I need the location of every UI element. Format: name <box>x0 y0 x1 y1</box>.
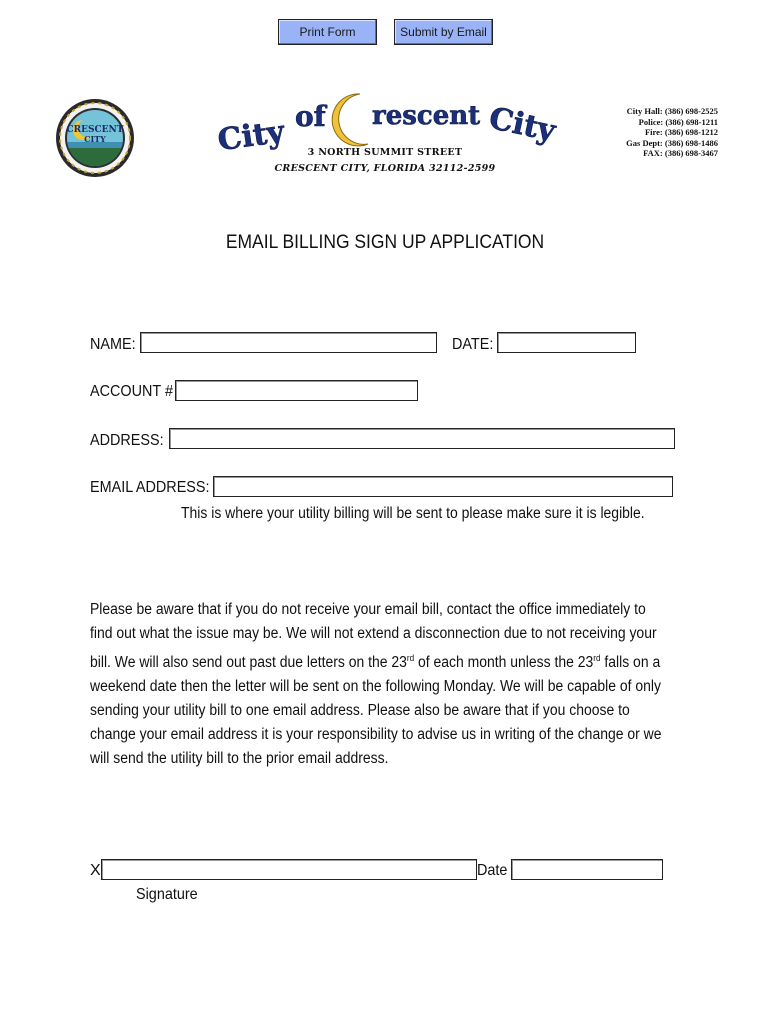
date-label: DATE: <box>452 336 494 353</box>
superscript-rd-1: rd <box>406 653 415 663</box>
email-field[interactable] <box>213 476 673 497</box>
svg-text:of: of <box>295 100 326 133</box>
svg-text:City: City <box>485 100 559 150</box>
notice-paragraph <box>90 598 666 771</box>
address-label: ADDRESS: <box>90 432 164 449</box>
signature-field[interactable] <box>101 859 477 880</box>
phone-police: Police: (386) 698-1211 <box>638 116 718 127</box>
paragraph-text-1: Please be aware that if you do not receive your email bill, contact the office immediately to find out what the issue may be. We will not extend a disconnection due to not receiving your bill. We will also send out past due letters on the 23 <box>90 601 657 672</box>
account-label: ACCOUNT # <box>90 383 173 400</box>
name-field[interactable] <box>140 332 437 353</box>
signature-label: Signature <box>136 886 198 903</box>
phone-fax: FAX: (386) 698-3467 <box>643 148 718 159</box>
email-note: This is where your utility billing will be sent to please make sure it is legible. <box>181 505 645 522</box>
signature-x-mark: X <box>90 862 101 879</box>
address-field[interactable] <box>169 428 675 449</box>
print-form-button[interactable]: Print Form <box>278 19 377 45</box>
superscript-rd-2: rd <box>593 653 601 663</box>
page-title: EMAIL BILLING SIGN UP APPLICATION <box>225 232 545 253</box>
phone-city-hall: City Hall: (386) 698-2525 <box>626 106 718 116</box>
phone-gas: Gas Dept: (386) 698-1486 <box>626 137 718 148</box>
phone-list <box>626 106 718 159</box>
svg-text:CRESCENT: CRESCENT <box>66 125 124 135</box>
phone-fire: Fire: (386) 698-1212 <box>644 127 718 138</box>
signature-date-label: Date <box>477 862 508 879</box>
date-field[interactable] <box>497 332 636 353</box>
address-line-1: 3 NORTH SUMMIT STREET <box>307 147 463 158</box>
city-seal-icon <box>55 98 135 178</box>
svg-text:rescent: rescent <box>372 101 481 131</box>
svg-text:City: City <box>215 114 287 159</box>
signature-date-field[interactable] <box>511 859 663 880</box>
address-line-2: CRESCENT CITY, FLORIDA 32112-2599 <box>274 163 496 174</box>
account-field[interactable] <box>175 380 418 401</box>
paragraph-text-3: falls on a weekend date then the letter will be sent on the following Monday. We will be capable of only sending your utility bill to one email address. Please also be aware that if you choose to change your email address it is your responsibility to advise us in writing of the change or we will send the utility bill to the prior email address. <box>90 654 662 768</box>
name-label: NAME: <box>90 336 136 353</box>
email-label: EMAIL ADDRESS: <box>90 479 210 496</box>
svg-text:CITY: CITY <box>84 134 106 144</box>
submit-by-email-button[interactable]: Submit by Email <box>394 19 493 45</box>
paragraph-text-2: of each month unless the 23 <box>414 654 594 672</box>
